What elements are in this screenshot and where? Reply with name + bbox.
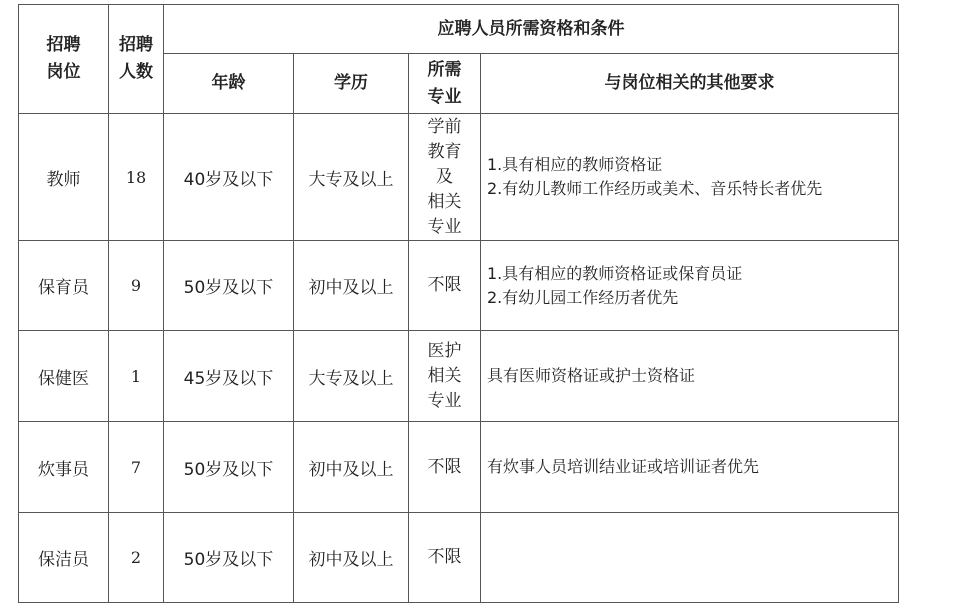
cell-education: 大专及以上: [294, 331, 409, 422]
major-line: 及: [436, 166, 453, 187]
requirement-line: 1.具有相应的教师资格证或保育员证: [487, 263, 743, 283]
cell-requirements: [481, 513, 899, 603]
major-line: 医护: [427, 340, 462, 361]
cell-position: 炊事员: [19, 422, 109, 513]
major-line: 相关: [427, 191, 462, 212]
cell-requirements: [481, 331, 899, 422]
header-row-top: [19, 5, 899, 54]
requirement-line: 2.有幼儿园工作经历者优先: [487, 287, 679, 307]
cell-position: 保育员: [19, 241, 109, 331]
major-line: 学前: [427, 116, 462, 137]
table-row: [19, 513, 899, 603]
header-major: [409, 54, 481, 114]
table-row: [19, 331, 899, 422]
cell-age: 50岁及以下: [164, 513, 294, 603]
header-major-line-2: 专业: [427, 86, 462, 107]
table-row: [19, 114, 899, 241]
major-line: 不限: [427, 275, 462, 295]
major-line: 不限: [427, 547, 462, 567]
header-age: 年龄: [164, 54, 294, 114]
cell-major: [409, 331, 481, 422]
cell-count: 2: [109, 513, 164, 603]
cell-major: [409, 114, 481, 241]
cell-age: 50岁及以下: [164, 241, 294, 331]
table-row: [19, 422, 899, 513]
header-count-line-1: 招聘: [119, 35, 153, 55]
header-other-requirements: 与岗位相关的其他要求: [481, 54, 899, 114]
cell-education: 初中及以上: [294, 422, 409, 513]
cell-position: 教师: [19, 114, 109, 241]
cell-requirements: [481, 422, 899, 513]
cell-major: [409, 513, 481, 603]
header-major-line-1: 所需: [427, 59, 462, 80]
cell-count: 1: [109, 331, 164, 422]
cell-requirements: [481, 241, 899, 331]
major-line: 教育: [427, 141, 462, 162]
header-position: [19, 5, 109, 114]
cell-education: 初中及以上: [294, 513, 409, 603]
header-qualifications-group: 应聘人员所需资格和条件: [164, 5, 899, 54]
major-line: 相关: [427, 365, 462, 386]
major-line: 专业: [427, 390, 462, 411]
header-count: [109, 5, 164, 114]
cell-education: 初中及以上: [294, 241, 409, 331]
requirement-line: 有炊事人员培训结业证或培训证者优先: [487, 457, 760, 476]
cell-major: [409, 241, 481, 331]
cell-count: 7: [109, 422, 164, 513]
major-line: 不限: [427, 456, 462, 477]
recruitment-table: [18, 4, 899, 603]
requirement-line: 2.有幼儿教师工作经历或美术、音乐特长者优先: [487, 179, 823, 198]
major-line: 专业: [427, 216, 462, 237]
cell-education: 大专及以上: [294, 114, 409, 241]
header-education: 学历: [294, 54, 409, 114]
cell-age: 45岁及以下: [164, 331, 294, 422]
header-position-line-1: 招聘: [46, 35, 81, 55]
requirement-line: 1.具有相应的教师资格证: [487, 155, 663, 174]
cell-age: 50岁及以下: [164, 422, 294, 513]
cell-requirements: [481, 114, 899, 241]
cell-count: 9: [109, 241, 164, 331]
cell-position: 保健医: [19, 331, 109, 422]
cell-count: 18: [109, 114, 164, 241]
cell-age: 40岁及以下: [164, 114, 294, 241]
header-position-line-2: 岗位: [46, 62, 81, 82]
cell-major: [409, 422, 481, 513]
header-count-line-2: 人数: [119, 62, 153, 82]
requirement-line: 具有医师资格证或护士资格证: [487, 366, 696, 385]
table-row: [19, 241, 899, 331]
cell-position: 保洁员: [19, 513, 109, 603]
